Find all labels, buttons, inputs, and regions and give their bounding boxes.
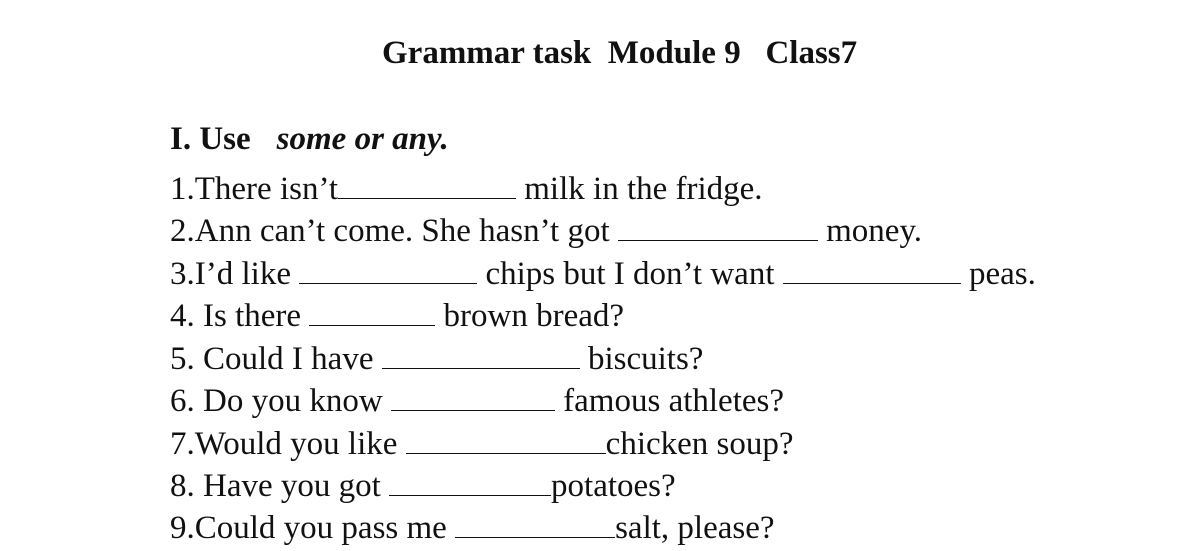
answer-blank-3a[interactable]: [299, 245, 477, 284]
section-number: I.: [170, 121, 192, 157]
line-4-text-a: 4. Is there: [170, 298, 310, 334]
answer-blank-8[interactable]: [389, 457, 551, 496]
answer-blank-9[interactable]: [455, 499, 615, 538]
line-6-text-a: 6. Do you know: [170, 383, 391, 419]
line-1-text-b: milk in the fridge.: [516, 171, 763, 207]
worksheet-title: Grammar task Module 9 Class7: [382, 35, 858, 71]
line-5-text-b: biscuits?: [579, 341, 704, 377]
section-focus: some or any.: [276, 121, 449, 157]
section-heading: [170, 116, 449, 162]
line-4-text-b: brown bread?: [435, 298, 625, 334]
line-2-text-a: 2.Ann can’t come. She hasn’t got: [170, 213, 618, 249]
line-3-text-c: peas.: [960, 256, 1036, 292]
answer-blank-6[interactable]: [391, 372, 555, 411]
line-5-text-a: 5. Could I have: [170, 341, 382, 377]
line-8-text-b: potatoes?: [551, 468, 676, 504]
answer-blank-7[interactable]: [406, 415, 606, 454]
line-9-text-a: 9.Could you pass me: [170, 510, 456, 546]
answer-blank-1[interactable]: [338, 160, 516, 199]
section-instruction: Use: [199, 121, 251, 157]
line-9-text-b: salt, please?: [615, 510, 775, 546]
line-7-text-b: chicken soup?: [605, 426, 794, 462]
line-3-text-b: chips but I don’t want: [477, 256, 783, 292]
answer-blank-3b[interactable]: [783, 245, 961, 284]
line-6-text-b: famous athletes?: [554, 383, 785, 419]
line-1-text-a: 1.There isn’t: [170, 171, 339, 207]
line-3-text-a: 3.I’d like: [170, 256, 300, 292]
exercise-line-9: [170, 499, 775, 551]
answer-blank-5[interactable]: [382, 330, 580, 369]
line-2-text-b: money.: [817, 213, 923, 249]
answer-blank-4[interactable]: [309, 287, 435, 326]
line-8-text-a: 8. Have you got: [170, 468, 390, 504]
line-7-text-a: 7.Would you like: [170, 426, 406, 462]
worksheet: [170, 0, 1190, 546]
answer-blank-2[interactable]: [618, 202, 818, 241]
